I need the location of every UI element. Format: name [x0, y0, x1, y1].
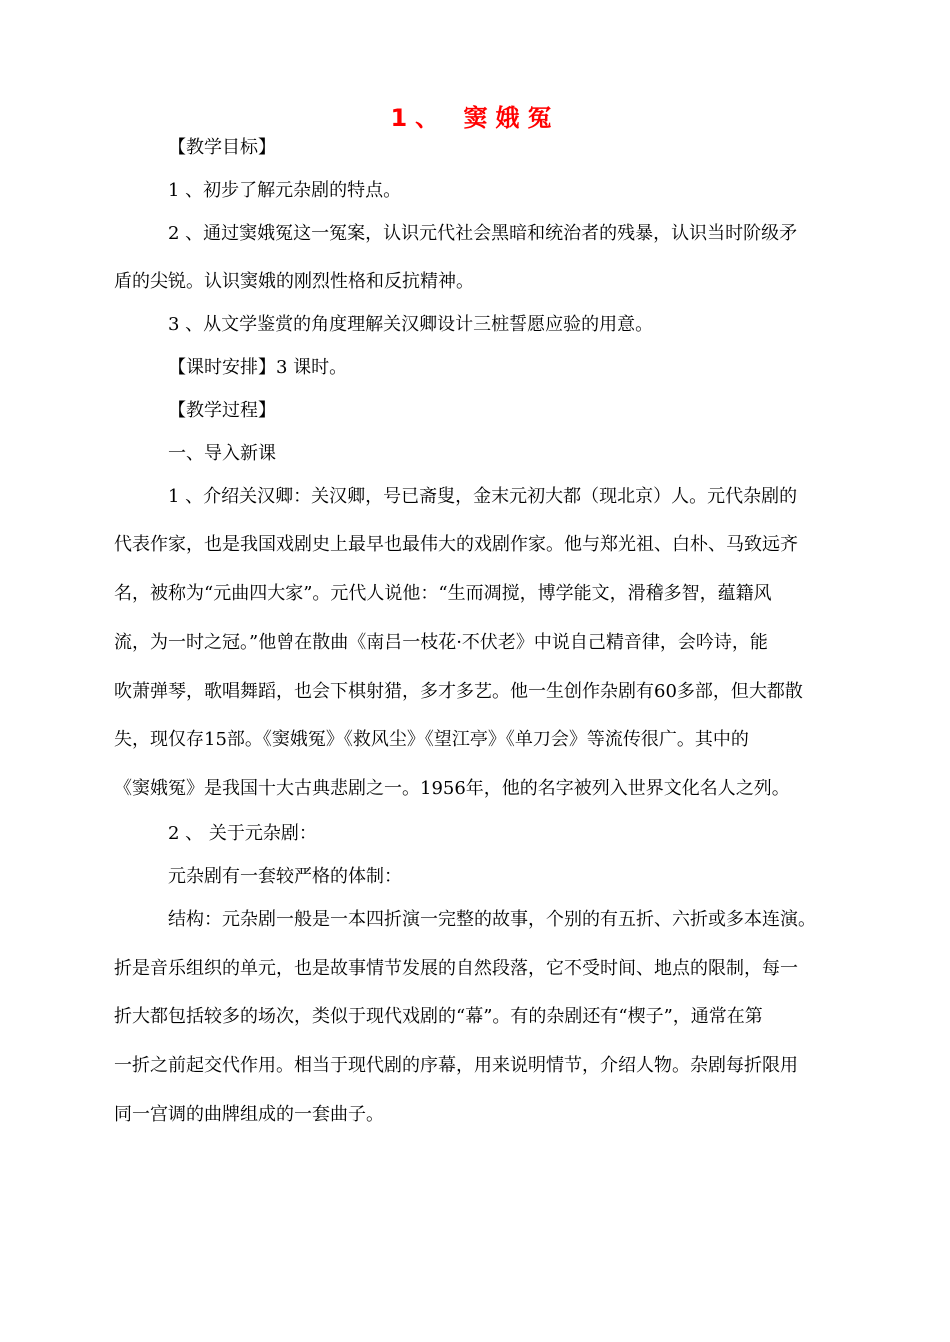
paragraph-structure-line-2: 折是音乐组织的单元，也是故事情节发展的自然段落，它不受时间、地点的限制，每一 [114, 958, 798, 979]
paragraph-structure-line-4: 一折之前起交代作用。相当于现代剧的序幕，用来说明情节，介绍人物。杂剧每折限用 [114, 1055, 798, 1076]
paragraph-structure-line-1: 结构：元杂剧一般是一本四折演一完整的故事，个别的有五折、六折或多本连演。 [168, 909, 816, 930]
paragraph-guan-hanqing-line-1: 1 、介绍关汉卿：关汉卿，号已斋叟，金末元初大都（现北京）人。元代杂剧的 [168, 486, 798, 507]
section-heading-schedule: 【课时安排】3 课时。 [168, 357, 348, 378]
section-heading-process: 【教学过程】 [168, 400, 276, 421]
paragraph-guan-hanqing-line-2: 代表作家，也是我国戏剧史上最早也最伟大的戏剧作家。他与郑光祖、白朴、马致远齐 [114, 534, 798, 555]
goal-item-1: 1 、初步了解元杂剧的特点。 [168, 180, 402, 201]
paragraph-guan-hanqing-line-7: 《窦娥冤》是我国十大古典悲剧之一。1956年，他的名字被列入世界文化名人之列。 [114, 778, 790, 799]
paragraph-guan-hanqing-line-5: 吹萧弹琴，歌唱舞蹈，也会下棋射猎，多才多艺。他一生创作杂剧有60多部，但大都散 [114, 681, 803, 702]
section-heading-teaching-goals: 【教学目标】 [168, 137, 276, 158]
paragraph-system: 元杂剧有一套较严格的体制： [168, 866, 402, 887]
paragraph-guan-hanqing-line-3: 名，被称为“元曲四大家”。元代人说他：“生而凋搅，博学能文，滑稽多智，蕴籍风 [114, 583, 772, 604]
goal-item-3: 3 、从文学鉴赏的角度理解关汉卿设计三桩誓愿应验的用意。 [168, 314, 654, 335]
paragraph-structure-line-5: 同一宫调的曲牌组成的一套曲子。 [114, 1104, 384, 1125]
subheading-yuan-zaju: 2 、 关于元杂剧： [168, 823, 317, 844]
paragraph-structure-line-3: 折大都包括较多的场次，类似于现代戏剧的“幕”。有的杂剧还有“楔子”，通常在第 [114, 1006, 763, 1027]
document-title: 1、 窦娥冤 [390, 104, 560, 132]
paragraph-guan-hanqing-line-4: 流，为一时之冠。”他曾在散曲《南吕一枝花·不伏老》中说自己精音律，会吟诗，能 [114, 632, 768, 653]
goal-item-2-line-2: 盾的尖锐。认识窦娥的刚烈性格和反抗精神。 [114, 271, 474, 292]
subheading-intro: 一、导入新课 [168, 443, 276, 464]
paragraph-guan-hanqing-line-6: 失，现仅存15部。《窦娥冤》《救风尘》《望江亭》《单刀会》等流传很广。其中的 [114, 729, 749, 750]
goal-item-2-line-1: 2 、通过窦娥冤这一冤案，认识元代社会黑暗和统治者的残暴，认识当时阶级矛 [168, 223, 798, 244]
